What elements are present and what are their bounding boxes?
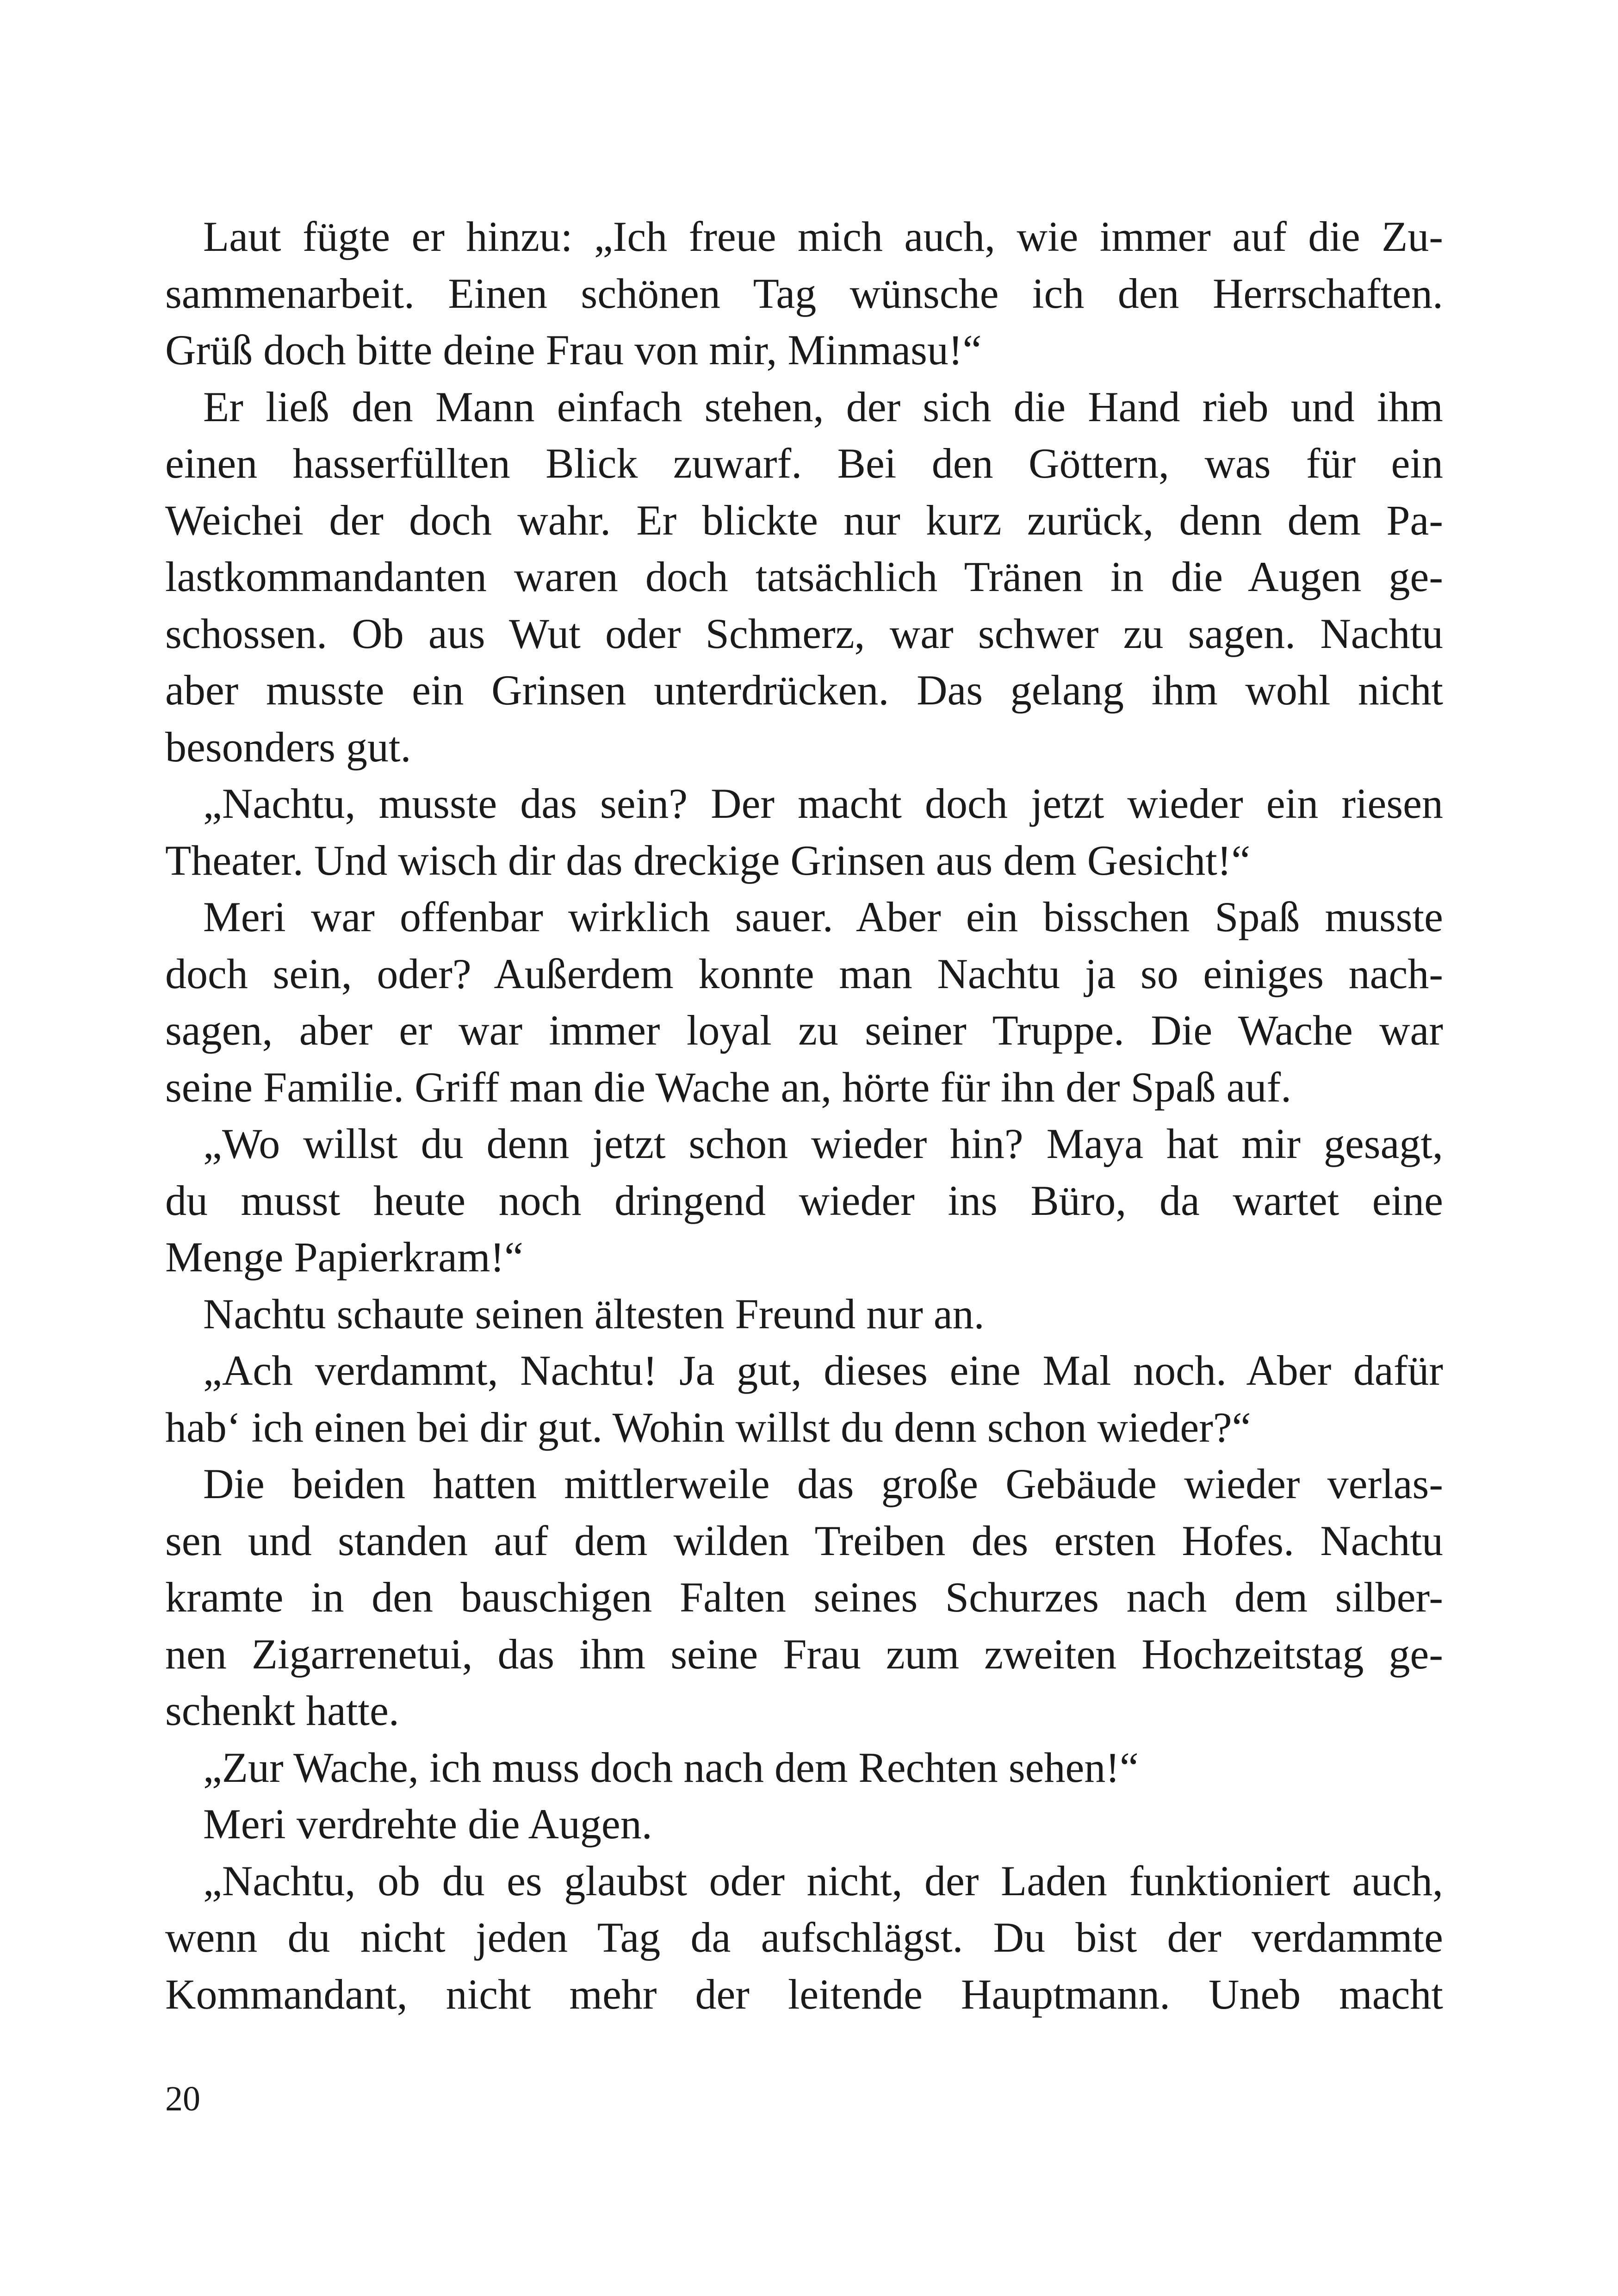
page-number: 20 (165, 2079, 200, 2118)
body-text (165, 208, 1443, 2022)
text-line: Weichei der doch wahr. Er blickte nur kurz zurück, denn dem Pa- (165, 496, 1443, 544)
text-line: schossen. Ob aus Wut oder Schmerz, war schwer zu sagen. Nachtu (165, 610, 1443, 657)
text-line: lastkommandanten waren doch tatsächlich Tränen in die Augen ge- (165, 553, 1443, 600)
text-line: „Wo willst du denn jetzt schon wieder hin? Maya hat mir gesagt, (203, 1120, 1443, 1167)
text-line: schenkt hatte. (165, 1687, 399, 1734)
text-line: Er ließ den Mann einfach stehen, der sich die Hand rieb und ihm (203, 383, 1443, 430)
text-line: Kommandant, nicht mehr der leitende Hauptmann. Uneb macht (165, 1970, 1443, 2018)
text-line: Die beiden hatten mittlerweile das große Gebäude wieder verlas- (203, 1460, 1443, 1507)
text-line: besonders gut. (165, 723, 411, 771)
text-line: du musst heute noch dringend wieder ins Büro, da wartet eine (165, 1176, 1443, 1224)
text-line: „Ach verdammt, Nachtu! Ja gut, dieses eine Mal noch. Aber dafür (203, 1347, 1443, 1394)
text-line: Meri verdrehte die Augen. (203, 1800, 652, 1848)
text-line: kramte in den bauschigen Falten seines Schurzes nach dem silber- (165, 1574, 1443, 1621)
text-line: wenn du nicht jeden Tag da aufschlägst. Du bist der verdammte (165, 1914, 1443, 1961)
text-line: aber musste ein Grinsen unterdrücken. Das gelang ihm wohl nicht (165, 666, 1443, 714)
text-line: sen und standen auf dem wilden Treiben des ersten Hofes. Nachtu (165, 1517, 1443, 1564)
text-line: „Nachtu, ob du es glaubst oder nicht, der Laden funktioniert auch, (203, 1857, 1443, 1904)
text-line: Grüß doch bitte deine Frau von mir, Minmasu!“ (165, 326, 982, 373)
text-line: hab‘ ich einen bei dir gut. Wohin willst du denn schon wieder?“ (165, 1403, 1251, 1451)
text-line: doch sein, oder? Außerdem konnte man Nachtu ja so einiges nach- (165, 950, 1443, 997)
text-line: „Nachtu, musste das sein? Der macht doch jetzt wieder ein riesen (203, 780, 1443, 827)
text-line: Theater. Und wisch dir das dreckige Grinsen aus dem Gesicht!“ (165, 836, 1251, 884)
text-line: einen hasserfüllten Blick zuwarf. Bei den Göttern, was für ein (165, 440, 1443, 487)
text-line: Nachtu schaute seinen ältesten Freund nur an. (203, 1290, 985, 1338)
text-line: nen Zigarrenetui, das ihm seine Frau zum zweiten Hochzeitstag ge- (165, 1630, 1443, 1678)
text-line: sammenarbeit. Einen schönen Tag wünsche ich den Herrschaften. (165, 269, 1443, 317)
text-line: Menge Papierkram!“ (165, 1233, 524, 1281)
text-line: Meri war offenbar wirklich sauer. Aber ein bisschen Spaß musste (203, 893, 1443, 940)
text-line: seine Familie. Griff man die Wache an, hörte für ihn der Spaß auf. (165, 1063, 1292, 1111)
text-line: Laut fügte er hinzu: „Ich freue mich auch, wie immer auf die Zu- (203, 213, 1443, 260)
text-line: sagen, aber er war immer loyal zu seiner Truppe. Die Wache war (165, 1007, 1443, 1054)
text-line: „Zur Wache, ich muss doch nach dem Rechten sehen!“ (203, 1743, 1139, 1791)
